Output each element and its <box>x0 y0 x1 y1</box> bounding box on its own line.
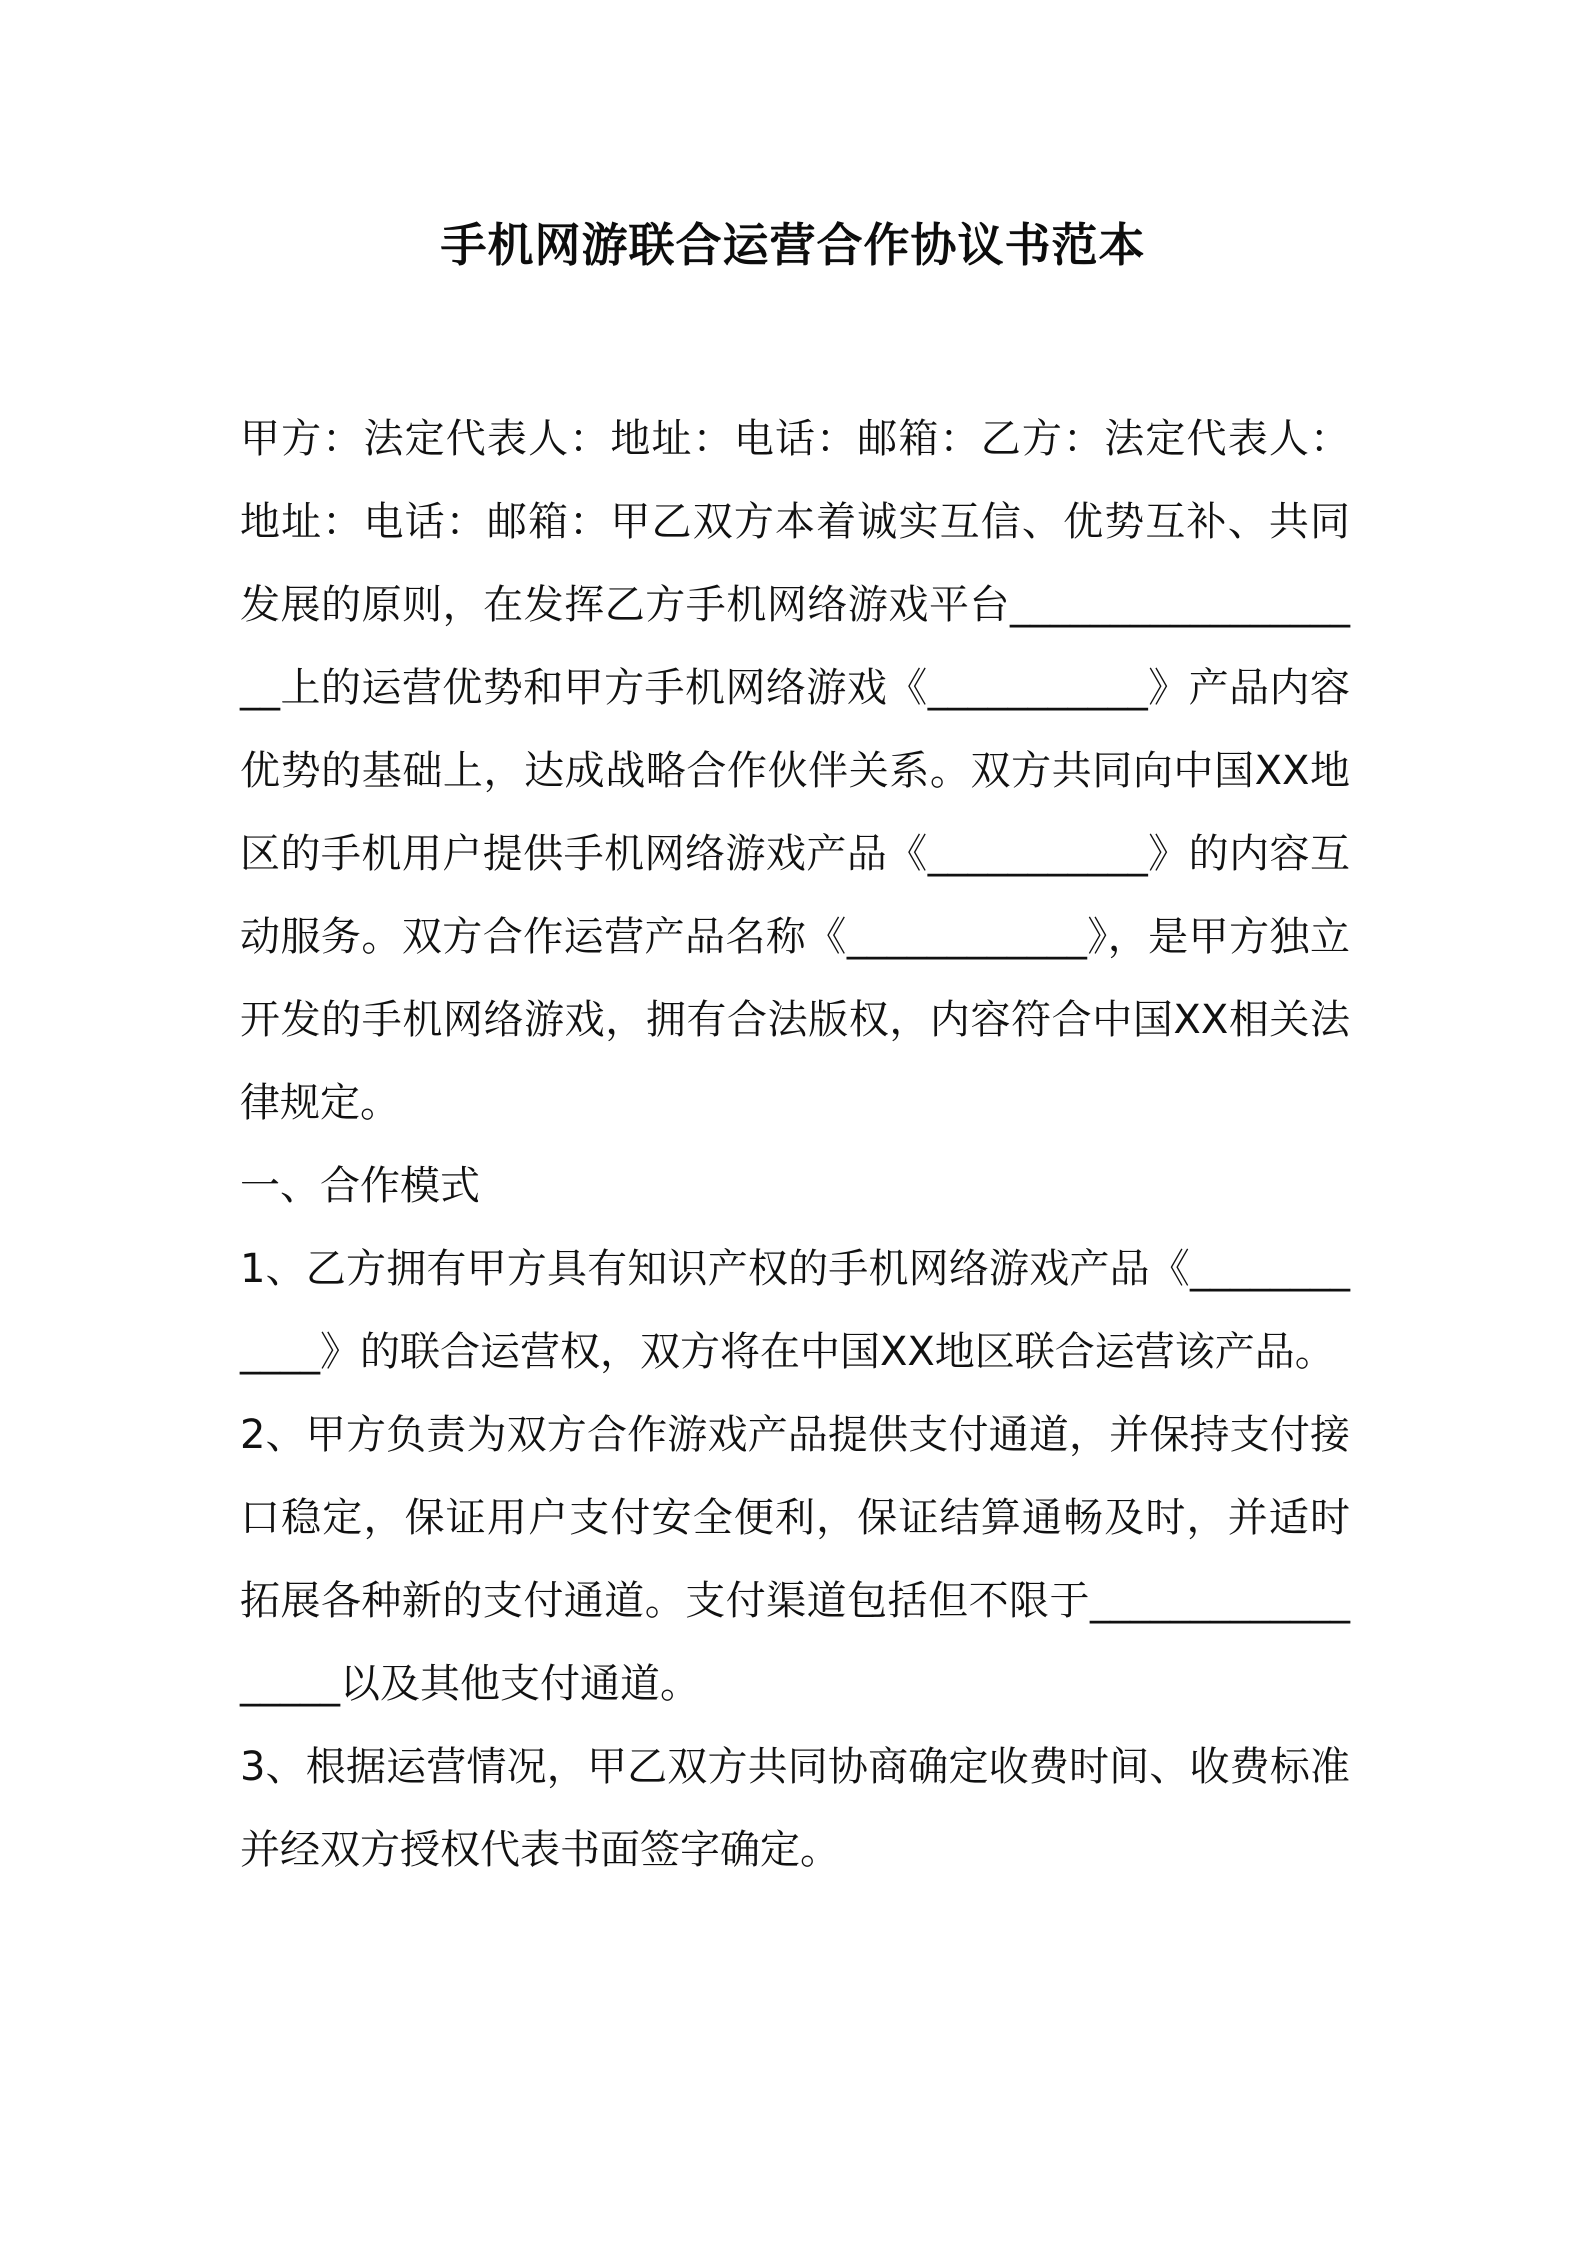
clause-3: 3、根据运营情况，甲乙双方共同协商确定收费时间、收费标准并经双方授权代表书面签字确定。 <box>240 1744 1350 1873</box>
intro-paragraph: 甲方：法定代表人：地址：电话：邮箱：乙方：法定代表人：地址：电话：邮箱：甲乙双方本着诚实互信、优势互补、共同发展的原则，在发挥乙方手机网络游戏平台___________________上的运营优势和甲方手机网络游戏《___________》产品内容优势的基础上，达成战略合作伙伴关系。双方共同向中国XX地区的手机用户提供手机网络游戏产品《___________》的内容互动服务。双方合作运营产品名称《____________》，是甲方独立开发的手机网络游戏，拥有合法版权，内容符合中国XX相关法律规定。 <box>240 416 1350 1126</box>
clause-1: 1、乙方拥有甲方具有知识产权的手机网络游戏产品《____________》的联合运营权，双方将在中国XX地区联合运营该产品。 <box>240 1246 1350 1375</box>
clause-2: 2、甲方负责为双方合作游戏产品提供支付通道，并保持支付接口稳定，保证用户支付安全便利，保证结算通畅及时，并适时拓展各种新的支付通道。支付渠道包括但不限于__________________以及其他支付通道。 <box>240 1412 1350 1707</box>
document-body <box>240 398 1350 1892</box>
document-title: 手机网游联合运营合作协议书范本 <box>440 218 1146 272</box>
section-heading-cooperation-mode: 一、合作模式 <box>240 1163 480 1209</box>
